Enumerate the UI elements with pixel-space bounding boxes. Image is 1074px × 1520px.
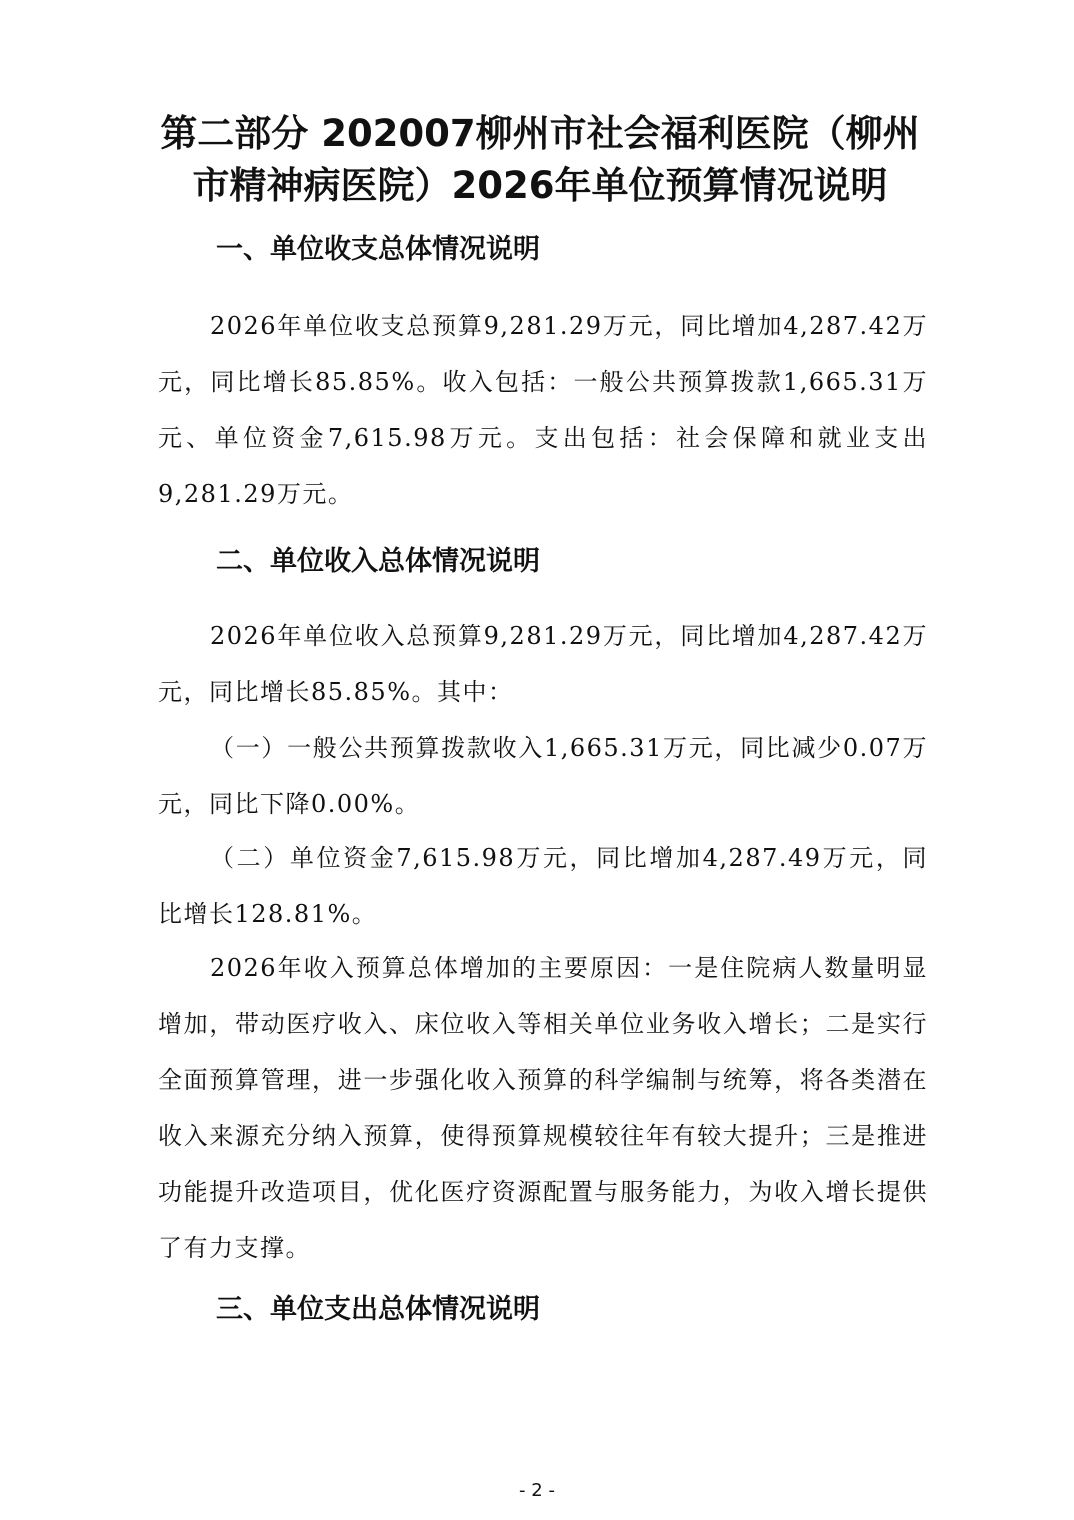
paragraph-unit-funds: （二）单位资金7,615.98万元，同比增加4,287.49万元，同比增长128.81%。 <box>158 844 928 928</box>
paragraph-income-expense-overview: 2026年单位收支总预算9,281.29万元，同比增加4,287.42万元，同比增长85.85%。收入包括：一般公共预算拨款1,665.31万元、单位资金7,615.98万元。支出包括：社会保障和就业支出9,281.29万元。 <box>158 312 928 508</box>
page-number: - 2 - <box>519 1480 555 1501</box>
paragraph-income-overview: 2026年单位收入总预算9,281.29万元，同比增加4,287.42万元，同比增长85.85%。其中： <box>158 622 928 706</box>
section-heading-2: 二、单位收入总体情况说明 <box>216 546 540 577</box>
section-heading-1: 一、单位收支总体情况说明 <box>216 234 540 265</box>
paragraph-increase-reasons: 2026年收入预算总体增加的主要原因：一是住院病人数量明显增加，带动医疗收入、床位收入等相关单位业务收入增长；二是实行全面预算管理，进一步强化收入预算的科学编制与统筹，将各类潜在收入来源充分纳入预算，使得预算规模较往年有较大提升；三是推进功能提升改造项目，优化医疗资源配置与服务能力，为收入增长提供了有力支撑。 <box>158 954 928 1262</box>
section-heading-3: 三、单位支出总体情况说明 <box>216 1294 540 1325</box>
page-title: 第二部分 202007柳州市社会福利医院（柳州市精神病医院）2026年单位预算情况说明 <box>160 112 920 207</box>
paragraph-general-budget-income: （一）一般公共预算拨款收入1,665.31万元，同比减少0.07万元，同比下降0.00%。 <box>158 734 928 818</box>
